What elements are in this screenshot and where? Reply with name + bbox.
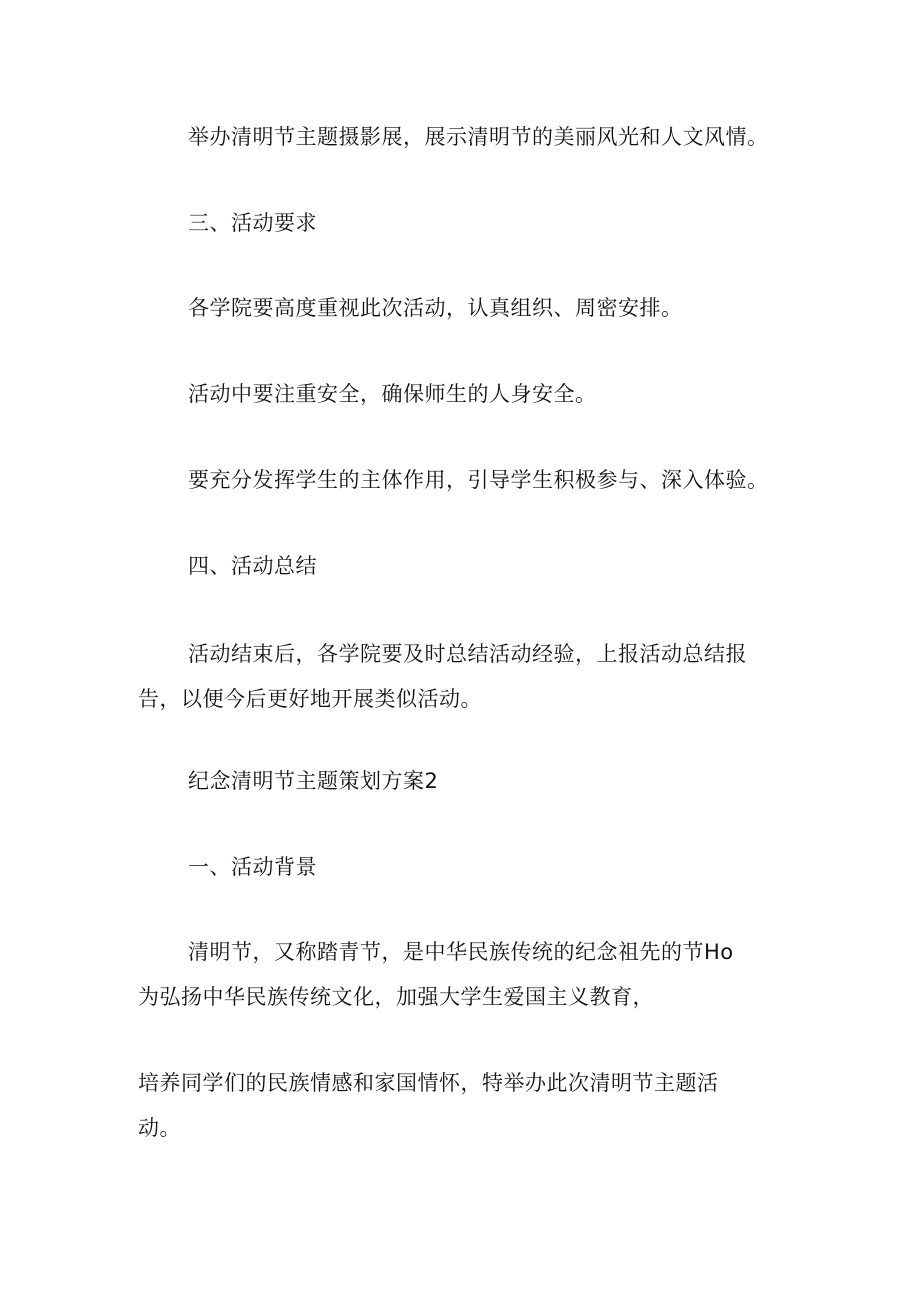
paragraph-background-line-2: 为弘扬中华民族传统文化，加强大学生爱国主义教育，: [138, 985, 654, 1009]
paragraph-background-line-4: 动。: [138, 1116, 181, 1140]
heading-activity-summary: 四、活动总结: [188, 554, 317, 578]
paragraph-photo-exhibition: 举办清明节主题摄影展，展示清明节的美丽风光和人文风情。: [188, 125, 769, 149]
paragraph-summary-line-1: 活动结束后，各学院要及时总结活动经验，上报活动总结报: [188, 642, 747, 666]
paragraph-background-line-1: 清明节，又称踏青节，是中华民族传统的纪念祖先的节Ho: [188, 940, 734, 964]
heading-activity-requirements: 三、活动要求: [188, 211, 317, 235]
paragraph-requirement-2: 活动中要注重安全，确保师生的人身安全。: [188, 382, 597, 406]
section-title-plan-2: 纪念清明节主题策划方案2: [188, 769, 439, 793]
paragraph-background-line-3: 培养同学们的民族情感和家国情怀，特举办此次清明节主题活: [138, 1071, 719, 1095]
paragraph-requirement-3: 要充分发挥学生的主体作用，引导学生积极参与、深入体验。: [188, 468, 769, 492]
paragraph-requirement-1: 各学院要高度重视此次活动，认真组织、周密安排。: [188, 296, 683, 320]
paragraph-summary-line-2: 告，以便今后更好地开展类似活动。: [138, 687, 482, 711]
heading-activity-background: 一、活动背景: [188, 855, 317, 879]
